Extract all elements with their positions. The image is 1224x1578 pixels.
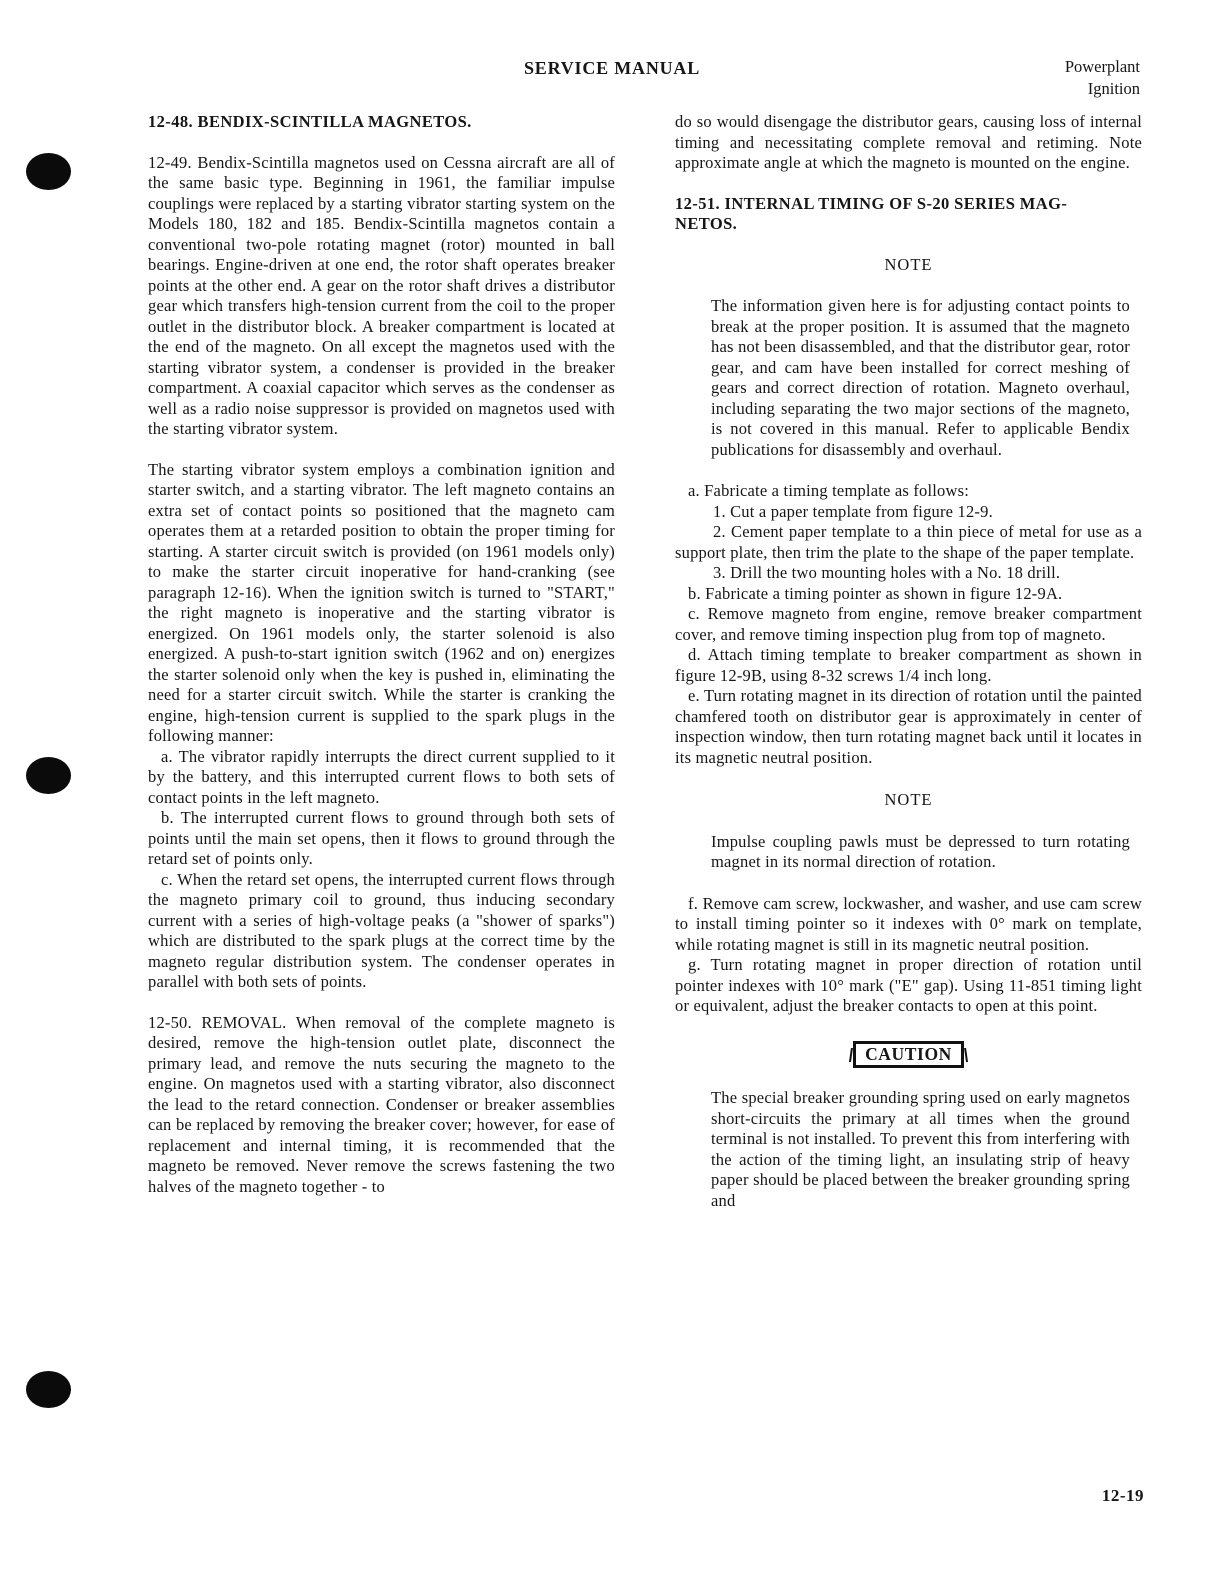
page-header-title: SERVICE MANUAL bbox=[523, 58, 701, 78]
step-e: e. Turn rotating magnet in its direction of rotation until the painted chamfered tooth on distributor gear is approximately in center of inspection window, then turn rotating magnet back until it locates in its magnetic neutral position. bbox=[675, 686, 1142, 767]
caution-box bbox=[675, 1041, 1142, 1069]
step-a-sub-1: 1. Cut a paper template from figure 12-9. bbox=[713, 501, 993, 521]
para-starting-vibrator: The starting vibrator system employs a combination ignition and starter switch, and a starting vibrator. The left magneto contains an extra set of contact points so positioned that the magneto cam operates them at a retarded position to obtain the proper timing for starting. A starter circuit switch is provided (on 1961 models only) to make the starter circuit inoperative for hand-cranking (see paragraph 12-16). When the ignition switch is turned to "START," the right magneto is inoperative and the starting vibrator is energized. On 1961 models only, the starter solenoid is also energized. A push-to-start ignition switch (1962 and on) energizes the starter solenoid only when the key is pushed in, eliminating the need for a starter circuit switch. While the starter is cranking the engine, high-tension current is supplied to the spark plugs in the following manner: bbox=[148, 459, 615, 745]
page-number: 12-19 bbox=[1101, 1486, 1144, 1505]
heading-12-51 bbox=[675, 194, 1142, 235]
step-a-sub-3: 3. Drill the two mounting holes with a No. 18 drill. bbox=[713, 563, 1061, 582]
para-12-50-removal: 12-50. REMOVAL. When removal of the complete magneto is desired, remove the high-tension outlet plate, disconnect the primary lead, and remove the nuts securing the magneto to the engine. On magnetos used with a starting vibrator, also disconnect the lead to the retard connection. Condenser or breaker assemblies can be replaced by removing the breaker cover; however, for ease of replacement and internal timing, it is recommended that the magneto be removed. Never remove the screws fastening the two halves of the magneto together - to bbox=[148, 1012, 615, 1196]
step-f: f. Remove cam screw, lockwasher, and washer, and use cam screw to install timing pointer so it indexes with 0° mark on template, while rotating magnet is still in its magnetic neutral position. bbox=[675, 893, 1142, 954]
two-column-body bbox=[148, 112, 1142, 1217]
note-label-1: NOTE bbox=[884, 254, 933, 274]
step-a-sub-2: 2. Cement paper template to a thin piece of metal for use as a support plate, then trim the plate to the shape of the paper template. bbox=[675, 522, 1142, 562]
para-12-49: 12-49. Bendix-Scintilla magnetos used on Cessna aircraft are all of the same basic type. Beginning in 1961, the familiar impulse couplings were replaced by a starting vibrator starting system on the Models 180, 182 and 185. Bendix-Scintilla magnetos contain a conventional two-pole rotating magnet (rotor) mounted in ball bearings. Engine-driven at one end, the rotor shaft operates breaker points at the other end. A gear on the rotor shaft drives a distributor gear which transfers high-tension current from the coil to the proper outlet in the distributor block. A breaker compartment is located at the end of the magneto. On all except the magnetos used with the starting vibrator system, a condenser is provided in the breaker compartment. A coaxial capacitor which serves as the condenser as well as a radio noise suppressor is provided on magnetos used with the starting vibrator system. bbox=[148, 152, 615, 438]
step-b: b. Fabricate a timing pointer as shown in figure 12-9A. bbox=[688, 583, 1063, 603]
note-text-1: The information given here is for adjusting contact points to break at the proper position. It is assumed that the magneto has not been disassembled, and that the distributor gear, rotor gear, and cam have been installed for correct meshing of gears and correct direction of rotation. Magneto overhaul, including separating the two major sections of the magneto, is not covered in this manual. Refer to applicable Bendix publications for disassembly and overhaul. bbox=[711, 296, 1130, 459]
header-section-line-1: Powerplant bbox=[1064, 57, 1140, 76]
list-item-c: c. When the retard set opens, the interrupted current flows through the magneto primary coil to ground, thus inducing secondary current with a series of high-voltage peaks (a "shower of sparks") which are distributed to the spark plugs at the correct time by the magneto regular distribution system. The condenser operates in parallel with both sets of points. bbox=[148, 869, 615, 991]
note-label-2: NOTE bbox=[884, 790, 933, 809]
header-section-line-2: Ignition bbox=[1087, 79, 1140, 98]
left-column bbox=[148, 112, 615, 1217]
list-item-a: a. The vibrator rapidly interrupts the direct current supplied to it by the battery, and this interrupted current flows to both sets of contact points in the left magneto. bbox=[148, 746, 615, 807]
step-g: g. Turn rotating magnet in proper direction of rotation until pointer indexes with 10° mark ("E" gap). Using 11-851 timing light or equivalent, adjust the breaker contacts to open at this point. bbox=[675, 955, 1142, 1015]
note-text-2: Impulse coupling pawls must be depressed to turn rotating magnet in its normal direction of rotation. bbox=[711, 831, 1130, 871]
binder-hole bbox=[26, 1371, 71, 1408]
heading-12-51-line-1: 12-51. INTERNAL TIMING OF S-20 SERIES MAG- bbox=[675, 193, 1068, 213]
binder-hole bbox=[26, 757, 71, 794]
page-header-section bbox=[1065, 56, 1140, 100]
caution-text: The special breaker grounding spring used on early magnetos short-circuits the primary at all times when the ground terminal is not installed. To prevent this from interfering with the action of the timing light, an insulating strip of heavy paper should be placed between the breaker grounding spring and bbox=[711, 1088, 1130, 1210]
binder-hole bbox=[26, 153, 71, 190]
step-a: a. Fabricate a timing template as follows: bbox=[688, 481, 970, 500]
para-continuation: do so would disengage the distributor gears, causing loss of internal timing and necessitating complete removal and retiming. Note approximate angle at which the magneto is mounted on the engine. bbox=[675, 112, 1142, 172]
caution-label: CAUTION bbox=[853, 1041, 964, 1069]
list-item-b: b. The interrupted current flows to ground through both sets of points until the main set opens, then it flows to ground through the retard set of points only. bbox=[148, 808, 615, 868]
step-c: c. Remove magneto from engine, remove breaker compartment cover, and remove timing inspection plug from top of magneto. bbox=[675, 604, 1142, 644]
step-d: d. Attach timing template to breaker compartment as shown in figure 12-9B, using 8-32 screws 1/4 inch long. bbox=[675, 645, 1142, 685]
heading-12-51-line-2: NETOS. bbox=[675, 214, 738, 233]
right-column bbox=[675, 112, 1142, 1217]
heading-12-48: 12-48. BENDIX-SCINTILLA MAGNETOS. bbox=[148, 112, 472, 131]
